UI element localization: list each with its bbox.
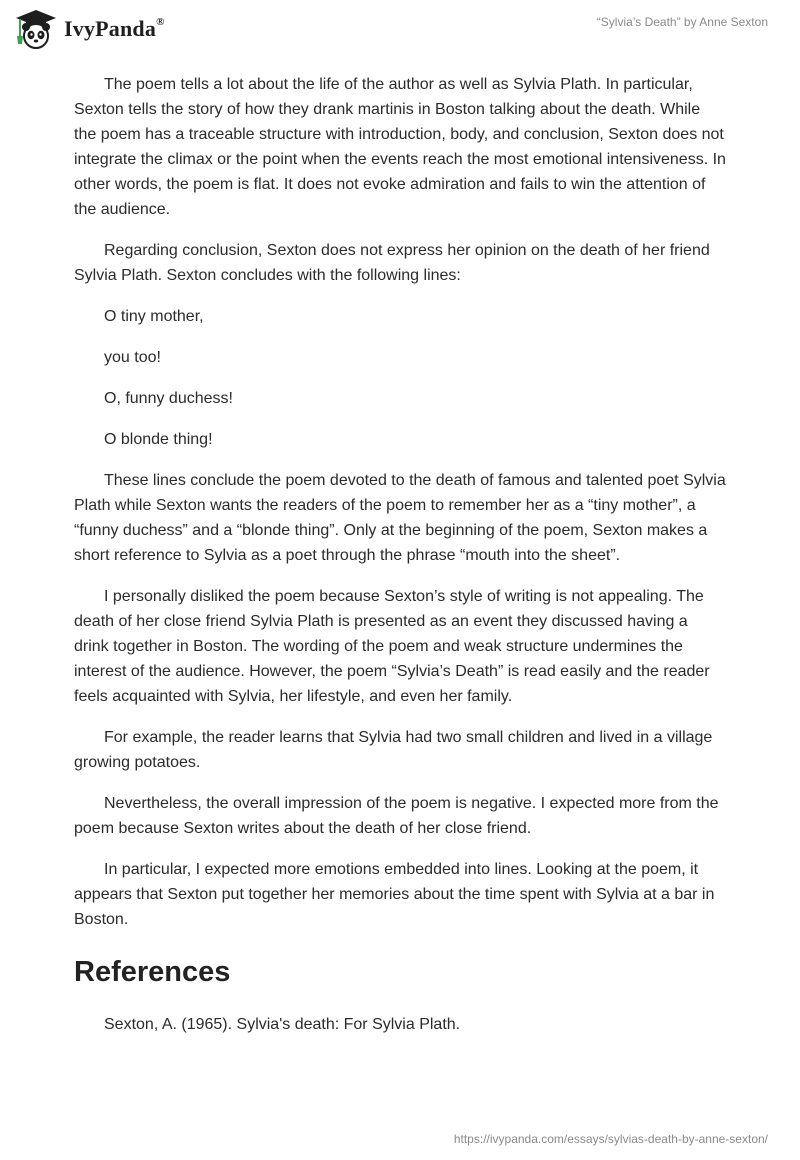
verse-line: you too! xyxy=(104,349,161,366)
paragraph: These lines conclude the poem devoted to the death of famous and talented poet Sylvia Plath while Sexton wants the readers of the poem to remember her as a “tiny mother”, a “funny duchess” and a “blonde thing”. Only at the beginning of the poem, Sexton makes a short reference to Sylvia as a poet through the phrase “mouth into the sheet”. xyxy=(74,472,726,564)
verse-line: O, funny duchess! xyxy=(104,390,233,407)
paragraph: Regarding conclusion, Sexton does not express her opinion on the death of her friend Sylvia Plath. Sexton concludes with the following lines: xyxy=(74,242,710,284)
verse-line: O blonde thing! xyxy=(104,431,213,448)
running-title: “Sylvia’s Death” by Anne Sexton xyxy=(596,15,768,29)
paragraph: For example, the reader learns that Sylvia had two small children and lived in a village growing potatoes. xyxy=(74,729,713,771)
source-url[interactable]: https://ivypanda.com/essays/sylvias-death-by-anne-sexton/ xyxy=(453,1132,768,1146)
page-header xyxy=(0,0,800,60)
ivypanda-logo[interactable] xyxy=(14,8,165,50)
verse-line: O tiny mother, xyxy=(104,308,204,325)
paragraph: I personally disliked the poem because Sexton’s style of writing is not appealing. The death of her close friend Sylvia Plath is presented as an event they discussed having a drink together in Boston. The wording of the poem and weak structure undermines the interest of the audience. However, the poem “Sylvia’s Death” is read easily and the reader feels acquainted with Sylvia, her lifestyle, and even her family. xyxy=(74,588,710,705)
reference-item: Sexton, A. (1965). Sylvia's death: For Sylvia Plath. xyxy=(104,1016,461,1033)
paragraph: Nevertheless, the overall impression of the poem is negative. I expected more from the poem because Sexton writes about the death of her close friend. xyxy=(74,795,719,837)
essay-content xyxy=(74,72,726,1037)
paragraph: In particular, I expected more emotions embedded into lines. Looking at the poem, it appears that Sexton put together her memories about the time spent with Sylvia at a bar in Boston. xyxy=(74,861,715,928)
panda-graduate-icon xyxy=(14,8,58,50)
references-heading: References xyxy=(74,956,231,988)
brand-name: IvyPanda® xyxy=(64,15,165,41)
paragraph: The poem tells a lot about the life of the author as well as Sylvia Plath. In particular, Sexton tells the story of how they drank martinis in Boston talking about the death. While the poem has a traceable structure with introduction, body, and conclusion, Sexton does not integrate the climax or the point when the events reach the most emotional intensiveness. In other words, the poem is flat. It does not evoke admiration and fails to win the attention of the audience. xyxy=(74,76,726,218)
